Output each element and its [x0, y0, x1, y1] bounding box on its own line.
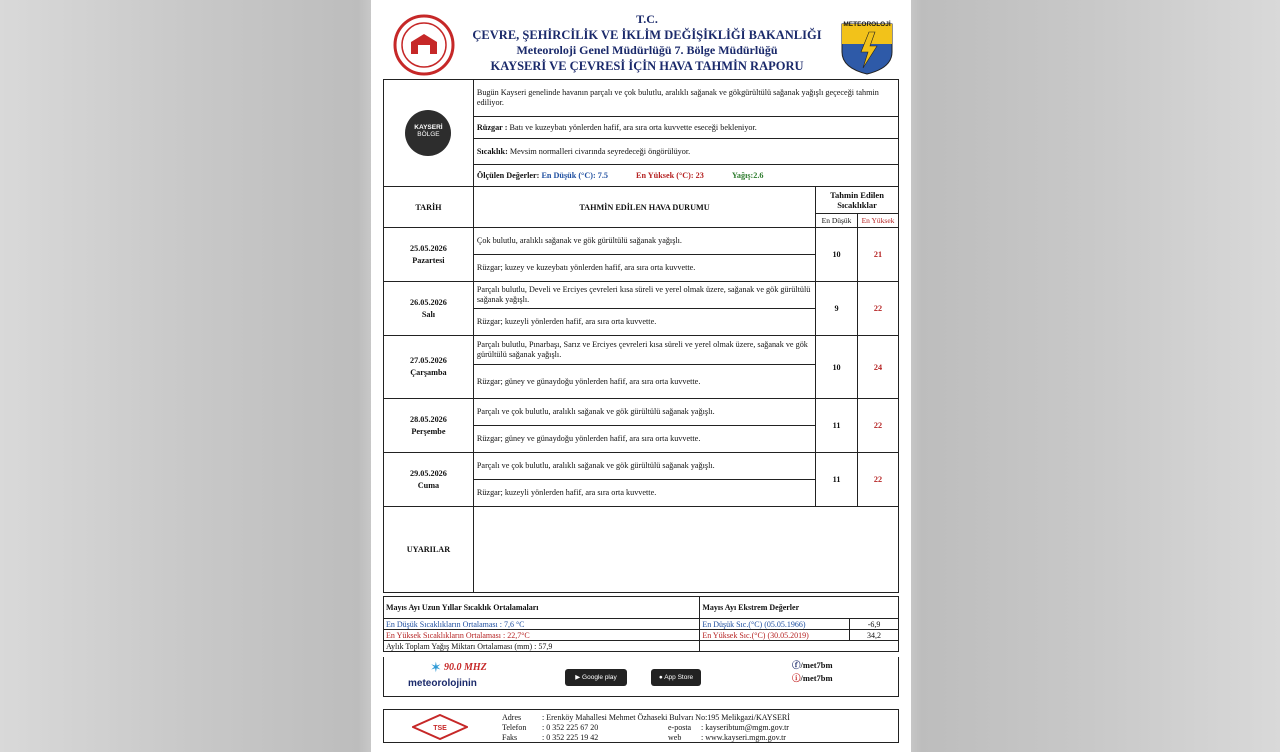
- summary-wind: [473, 117, 898, 139]
- badge-line-1: KAYSERİ: [414, 124, 443, 131]
- report-header: [371, 8, 911, 80]
- col-header-min: En Düşük: [816, 214, 858, 228]
- email-label: e-posta: [668, 723, 692, 732]
- row-date: 26.05.2026: [410, 297, 447, 307]
- badge-line-2: BÖLGE: [417, 131, 440, 138]
- col-header-forecast: TAHMİN EDİLEN HAVA DURUMU: [473, 187, 815, 228]
- climate-avg-rain: Aylık Toplam Yağış Miktarı Ortalaması (mm) : 57,9: [384, 641, 700, 652]
- header-line-1: T.C.: [636, 12, 658, 26]
- row-date: 29.05.2026: [410, 468, 447, 478]
- measured-rain: Yağış:2.6: [731, 170, 764, 180]
- summary-measured: [473, 165, 898, 187]
- region-badge: [405, 110, 451, 156]
- row-min-temp: 11: [816, 453, 858, 507]
- summary-temperature: [473, 139, 898, 165]
- row-weather: Parçalı ve çok bulutlu, aralıklı sağanak ve gök gürültülü sağanak yağışlı.: [473, 453, 815, 480]
- facebook-icon: ⓕ: [792, 660, 801, 670]
- row-weather: Çok bulutlu, aralıklı sağanak ve gök gürültülü sağanak yağışlı.: [473, 228, 815, 255]
- climate-table: [383, 596, 899, 652]
- extreme-max-label: En Yüksek Sıc.(°C) (30.05.2019): [700, 630, 850, 641]
- row-max-temp: 22: [858, 282, 899, 336]
- temp-label: Sıcaklık:: [476, 146, 508, 156]
- ministry-logo-icon: [391, 14, 457, 76]
- warnings-label: UYARILAR: [384, 507, 474, 593]
- header-directorate: Meteoroloji Genel Müdürlüğü 7. Bölge Müdürlüğü: [516, 43, 778, 57]
- table-row-date: [384, 453, 474, 507]
- row-weather: Parçalı ve çok bulutlu, aralıklı sağanak ve gök gürültülü sağanak yağışlı.: [473, 399, 815, 426]
- row-weather: Parçalı bulutlu, Develi ve Erciyes çevreleri kısa süreli ve yerel olmak üzere, sağanak ve gök gürültülü sağanak yağışlı.: [473, 282, 815, 309]
- climate-avg-max: En Yüksek Sıcaklıkların Ortalaması : 22,7°C: [384, 630, 700, 641]
- row-weather: Parçalı bulutlu, Pınarbaşı, Sarız ve Erciyes çevreleri kısa süreli ve yerel olmak üzere, sağanak ve gök gürültülü sağanak yağışlı.: [473, 336, 815, 365]
- row-min-temp: 10: [816, 336, 858, 399]
- radio-frequency: 90.0 MHZ: [444, 662, 487, 673]
- extreme-min-label: En Düşük Sıc.(°C) (05.05.1966): [700, 619, 850, 630]
- row-max-temp: 22: [858, 399, 899, 453]
- extreme-min-value: -6,9: [850, 619, 899, 630]
- row-wind: Rüzgar; kuzeyli yönlerden hafif, ara sıra orta kuvvette.: [473, 480, 815, 507]
- footer-contact: [383, 709, 899, 743]
- tse-logo-text: TSE: [433, 725, 447, 732]
- radio-logo: [408, 660, 498, 694]
- row-wind: Rüzgar; güney ve günaydoğu yönlerden hafif, ara sıra orta kuvvette.: [473, 426, 815, 453]
- row-date: 28.05.2026: [410, 414, 447, 424]
- row-min-temp: 11: [816, 399, 858, 453]
- climate-avg-min: En Düşük Sıcaklıkların Ortalaması : 7,6 °C: [384, 619, 700, 630]
- table-row-date: [384, 282, 474, 336]
- fax-value: : 0 352 225 19 42: [542, 733, 599, 742]
- brand-text: meteorolojinin: [408, 678, 477, 689]
- row-min-temp: 10: [816, 228, 858, 282]
- email-link[interactable]: : kayseribtum@mgm.gov.tr: [701, 723, 789, 732]
- row-max-temp: 22: [858, 453, 899, 507]
- web-link[interactable]: : www.kayseri.mgm.gov.tr: [701, 733, 786, 742]
- social-links: [792, 659, 833, 685]
- climate-left-title: Mayıs Ayı Uzun Yıllar Sıcaklık Ortalamaları: [384, 597, 700, 619]
- region-badge-cell: [384, 80, 474, 187]
- climate-right-title: Mayıs Ayı Ekstrem Değerler: [700, 597, 899, 619]
- star-icon: ✶: [430, 661, 442, 676]
- instagram-icon: ⓘ: [792, 673, 801, 683]
- social-handle-1: /met7bm: [800, 660, 833, 670]
- row-day: Salı: [421, 309, 436, 319]
- measured-max: En Yüksek (°C): 23: [636, 170, 704, 180]
- app-store-label: App Store: [664, 674, 694, 681]
- social-link-2[interactable]: [792, 672, 833, 685]
- row-day: Perşembe: [411, 426, 446, 436]
- fax-label: Faks: [502, 733, 518, 742]
- address-label: Adres: [502, 713, 522, 722]
- meteoroloji-logo: [839, 14, 895, 76]
- header-report-title: KAYSERİ VE ÇEVRESİ İÇİN HAVA TAHMİN RAPORU: [490, 58, 804, 73]
- forecast-table: [383, 79, 899, 593]
- extreme-max-value: 34,2: [850, 630, 899, 641]
- report-page: [371, 0, 911, 752]
- phone-label: Telefon: [502, 723, 527, 732]
- apps-row: [383, 657, 899, 697]
- wind-label: Rüzgar :: [476, 122, 508, 132]
- measured-label: Ölçülen Değerler:: [476, 170, 540, 180]
- meteoroloji-logo-text: METEOROLOJİ: [843, 21, 891, 28]
- col-header-temps: Tahmin Edilen Sıcaklıklar: [816, 187, 899, 214]
- row-max-temp: 21: [858, 228, 899, 282]
- apple-icon: ●: [658, 674, 665, 681]
- header-ministry: ÇEVRE, ŞEHİRCİLİK VE İKLİM DEĞİŞİKLİĞİ BAKANLIĞI: [472, 27, 822, 42]
- row-wind: Rüzgar; güney ve günaydoğu yönlerden hafif, ara sıra orta kuvvette.: [473, 365, 815, 399]
- row-day: Çarşamba: [410, 368, 447, 377]
- app-store-button[interactable]: [651, 669, 701, 686]
- row-min-temp: 9: [816, 282, 858, 336]
- col-header-max: En Yüksek: [858, 214, 899, 228]
- row-date: 27.05.2026: [410, 356, 447, 365]
- table-row-date: [384, 336, 474, 399]
- warnings-content: [473, 507, 898, 593]
- address-value: : Erenköy Mahallesi Mehmet Özhaseki Bulvarı No:195 Melikgazi/KAYSERİ: [542, 713, 790, 722]
- row-day: Cuma: [417, 480, 440, 490]
- row-date: 25.05.2026: [410, 243, 447, 253]
- measured-min: En Düşük (°C): 7.5: [541, 170, 608, 180]
- web-label: web: [668, 733, 682, 742]
- col-header-date: TARİH: [384, 187, 474, 228]
- google-play-button[interactable]: [565, 669, 627, 686]
- temp-text: Mevsim normalleri civarında seyredeceği öngörülüyor.: [507, 146, 691, 156]
- row-day: Pazartesi: [412, 255, 445, 265]
- social-link-1[interactable]: [792, 659, 833, 672]
- play-icon: ▶: [575, 674, 583, 681]
- climate-empty: [700, 641, 899, 652]
- social-handle-2: /met7bm: [800, 673, 833, 683]
- tse-logo-icon: [412, 714, 468, 740]
- table-row-date: [384, 399, 474, 453]
- wind-text: Batı ve kuzeybatı yönlerden hafif, ara sıra orta kuvvette eseceği bekleniyor.: [507, 122, 757, 132]
- google-play-label: Google play: [582, 674, 617, 681]
- row-max-temp: 24: [858, 336, 899, 399]
- summary-general: Bugün Kayseri genelinde havanın parçalı ve çok bulutlu, aralıklı sağanak ve gökgürültülü sağanak yağışlı geçeceği tahmin ediliyor.: [473, 80, 898, 117]
- row-wind: Rüzgar; kuzey ve kuzeybatı yönlerden hafif, ara sıra orta kuvvette.: [473, 255, 815, 282]
- row-wind: Rüzgar; kuzeyli yönlerden hafif, ara sıra orta kuvvette.: [473, 309, 815, 336]
- table-row-date: [384, 228, 474, 282]
- phone-value: : 0 352 225 67 20: [542, 723, 599, 732]
